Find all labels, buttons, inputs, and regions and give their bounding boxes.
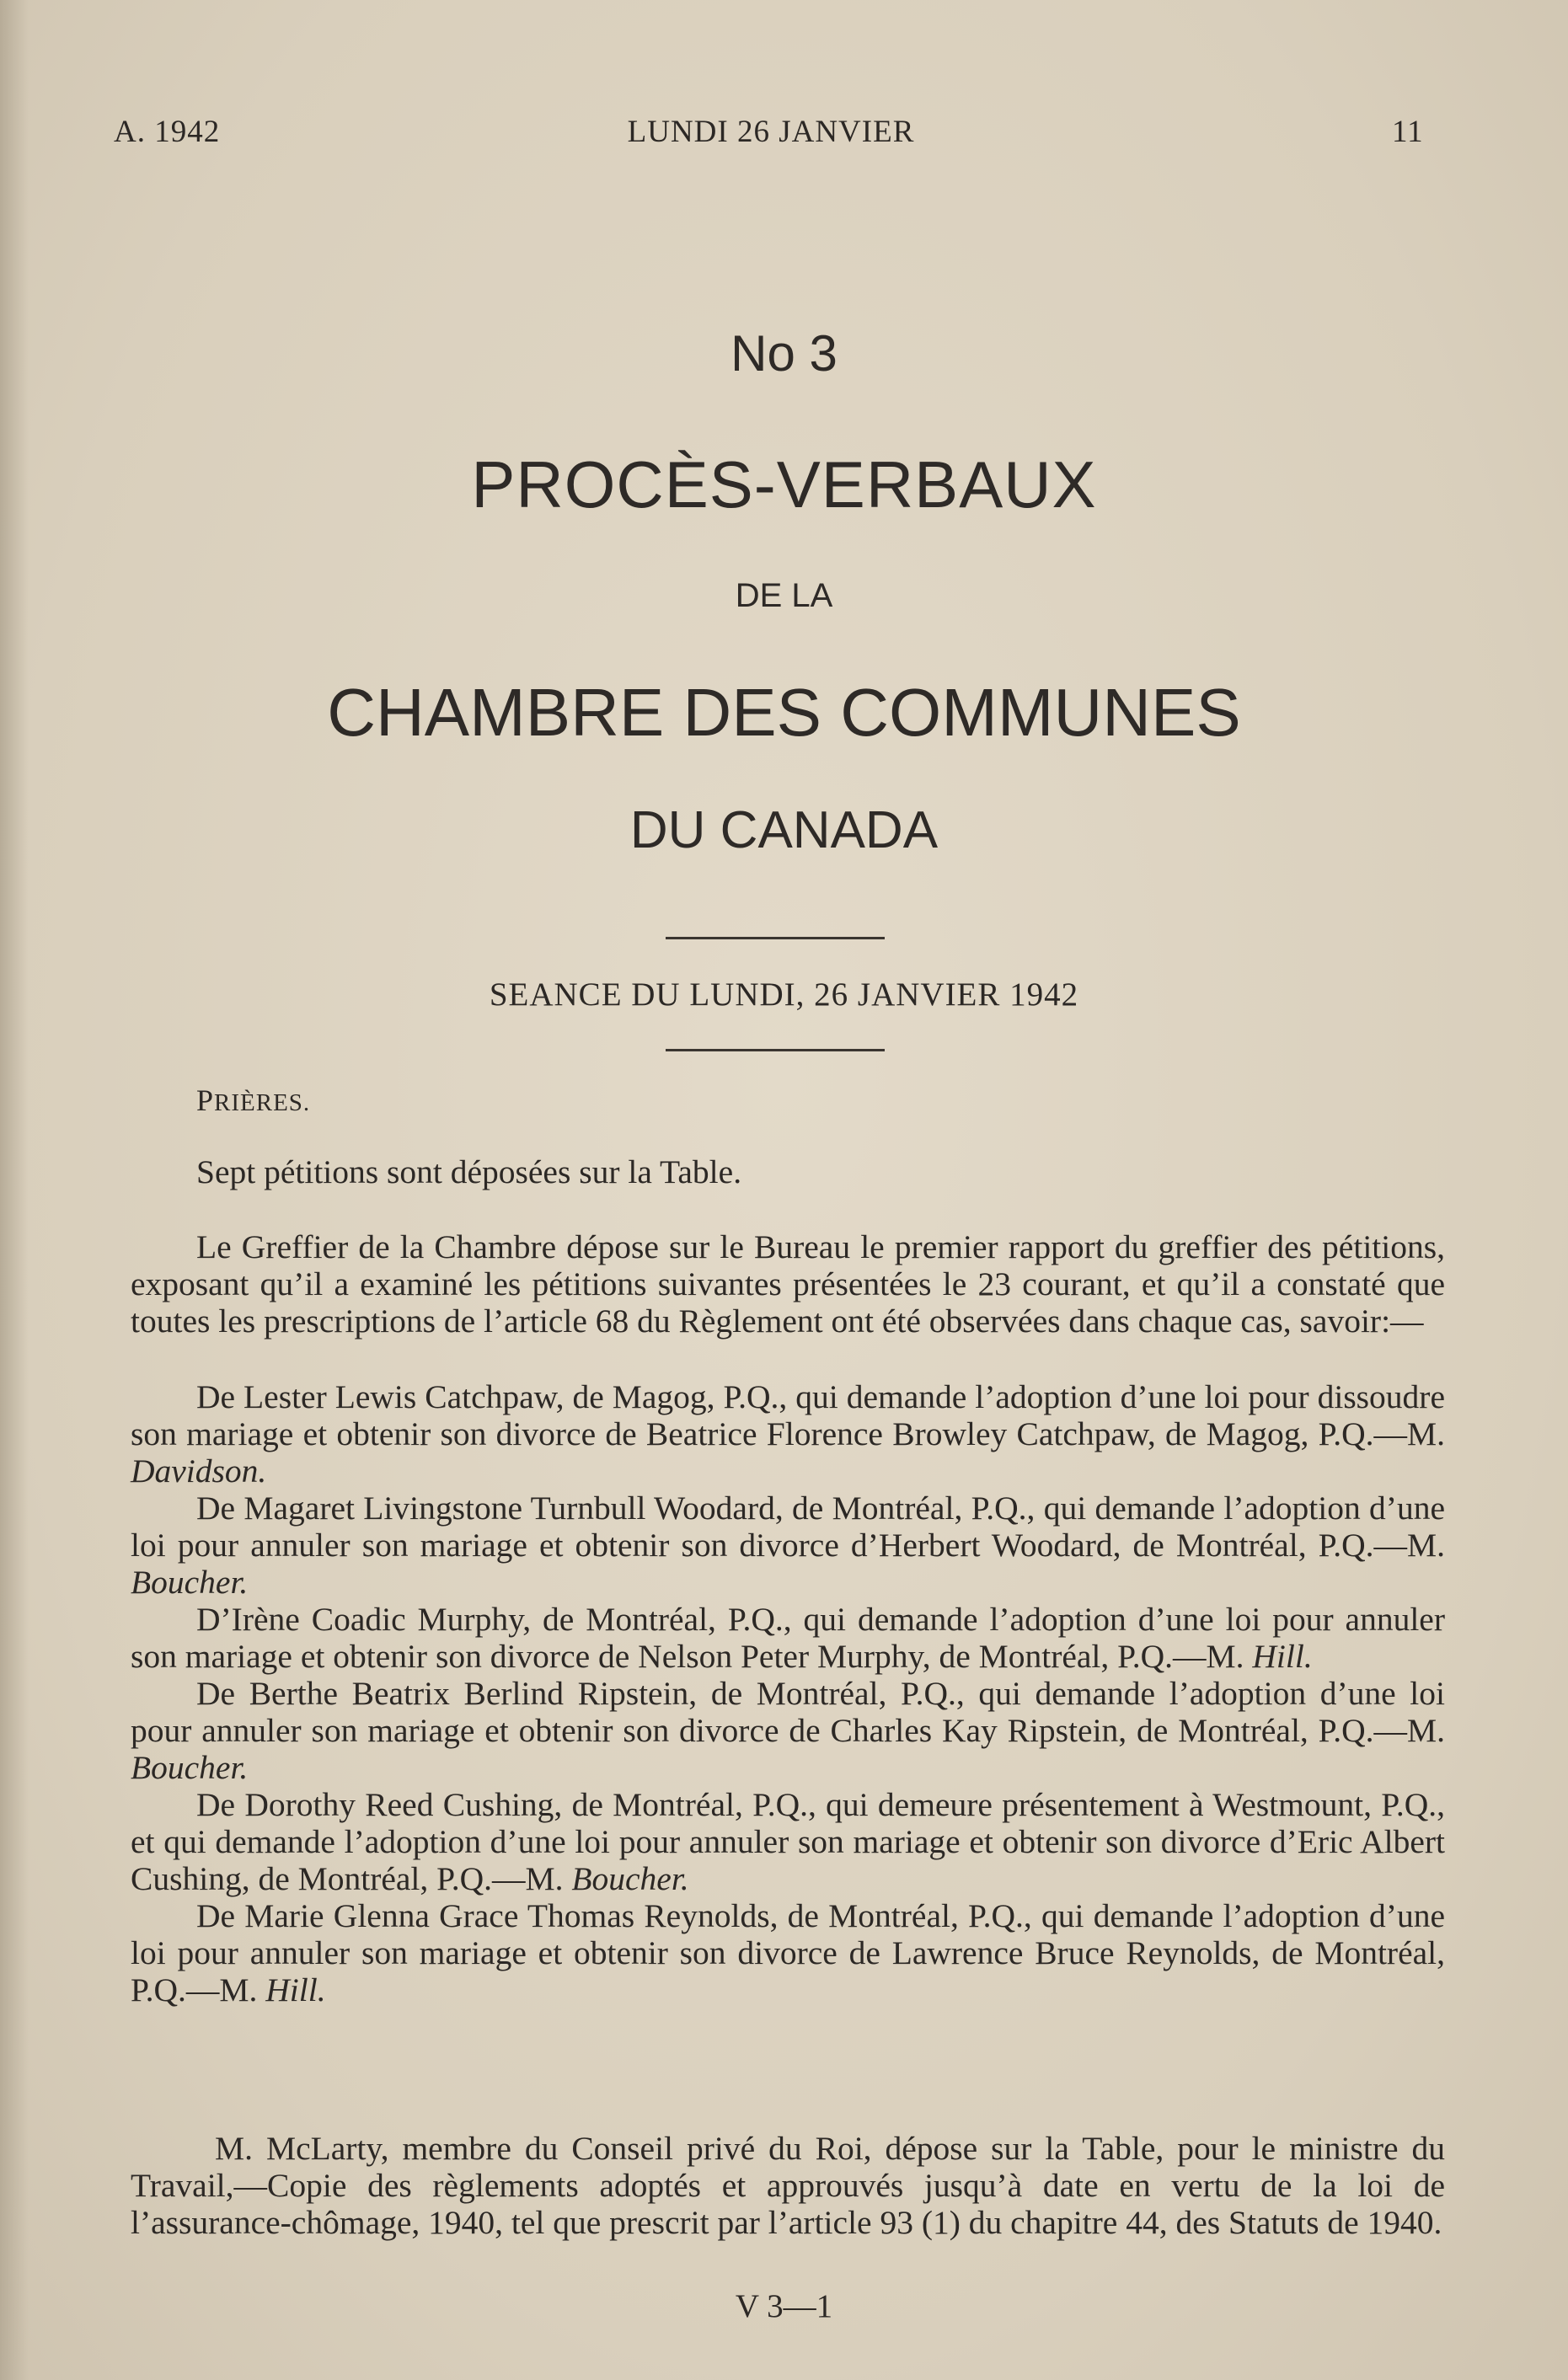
petition-text: De Berthe Beatrix Berlind Ripstein, de Montréal, P.Q., qui demande l’adoption d’une loi pour annuler son mariage et obtenir son divorce de Charles Kay Ripstein, de Montréal, P.Q.—M. <box>131 1675 1445 1749</box>
session-heading: SEANCE DU LUNDI, 26 JANVIER 1942 <box>489 976 1079 1013</box>
petition-member: Boucher. <box>131 1749 249 1786</box>
issue-number: No 3 <box>730 325 838 382</box>
title-du-canada: DU CANADA <box>629 801 939 859</box>
petition-text: De Dorothy Reed Cushing, de Montréal, P.Q., qui demeure présentement à Westmount, P.Q., et qui demande l’adoption d’une loi pour annuler son mariage et obtenir son divorce d’Eric Albert Cushing, de Montréal, P.Q.—M. <box>131 1786 1445 1897</box>
title-de-la: DE LA <box>735 577 833 614</box>
title-chambre: CHAMBRE DES COMMUNES <box>327 675 1241 750</box>
running-head <box>0 114 1568 156</box>
petition-entry <box>131 1490 1445 1601</box>
page-number: 11 <box>1392 115 1424 149</box>
mclarty-paragraph <box>131 2130 1445 2241</box>
petition-member: Boucher. <box>571 1860 689 1897</box>
petition-member: Hill. <box>265 1971 326 2008</box>
title-proces-verbaux: PROCÈS-VERBAUX <box>471 447 1097 521</box>
divider-top <box>666 937 885 939</box>
clerk-report-text: Le Greffier de la Chambre dépose sur le Bureau le premier rapport du greffier des pétitions, exposant qu’il a examiné les pétitions suivantes présentées le 23 courant, et qu’il a constaté que toutes les prescriptions de l’article 68 du Règlement ont été observées dans chaque cas, savoir:— <box>131 1228 1445 1340</box>
petition-entry <box>131 1897 1445 2008</box>
petition-entry <box>131 1786 1445 1897</box>
prayers-rest: RIÈRES. <box>214 1089 311 1116</box>
petition-member: Hill. <box>1252 1638 1313 1675</box>
petition-entry <box>131 1601 1445 1675</box>
clerk-report-paragraph <box>131 1228 1445 1340</box>
petition-text: D’Irène Coadic Murphy, de Montréal, P.Q., qui demande l’adoption d’une loi pour annuler son mariage et obtenir son divorce de Nelson Peter Murphy, de Montréal, P.Q.—M. <box>131 1601 1445 1675</box>
petition-text: De Lester Lewis Catchpaw, de Magog, P.Q., qui demande l’adoption d’une loi pour dissoudre son mariage et obtenir son divorce de Beatrice Florence Browley Catchpaw, de Magog, P.Q.—M. <box>131 1378 1445 1452</box>
petition-list <box>131 1378 1445 2008</box>
running-head-year: A. 1942 <box>114 115 221 149</box>
running-head-date: LUNDI 26 JANVIER <box>627 115 915 149</box>
prayers-heading <box>196 1083 310 1118</box>
divider-bottom <box>666 1049 885 1051</box>
signature-mark: V 3—1 <box>735 2288 833 2324</box>
petition-member: Davidson. <box>131 1452 267 1490</box>
petition-entry <box>131 1378 1445 1490</box>
mclarty-text: M. McLarty, membre du Conseil privé du Roi, dépose sur la Table, pour le ministre du Travail,—Copie des règlements adoptés et approuvés jusqu’à date en vertu de la loi de l’assurance-chômage, 1940, tel que prescrit par l’article 93 (1) du chapitre 44, des Statuts de 1940. <box>131 2130 1445 2241</box>
petitions-tabled-line: Sept pétitions sont déposées sur la Table. <box>196 1153 742 1190</box>
petition-text: De Magaret Livingstone Turnbull Woodard, de Montréal, P.Q., qui demande l’adoption d’une loi pour annuler son mariage et obtenir son divorce d’Herbert Woodard, de Montréal, P.Q.—M. <box>131 1490 1445 1564</box>
petition-member: Boucher. <box>131 1564 249 1601</box>
petition-text: De Marie Glenna Grace Thomas Reynolds, de Montréal, P.Q., qui demande l’adoption d’une loi pour annuler son mariage et obtenir son divorce de Lawrence Bruce Reynolds, de Montréal, P.Q.—M. <box>131 1897 1445 2008</box>
petition-entry <box>131 1675 1445 1786</box>
prayers-first-letter: P <box>196 1083 215 1117</box>
